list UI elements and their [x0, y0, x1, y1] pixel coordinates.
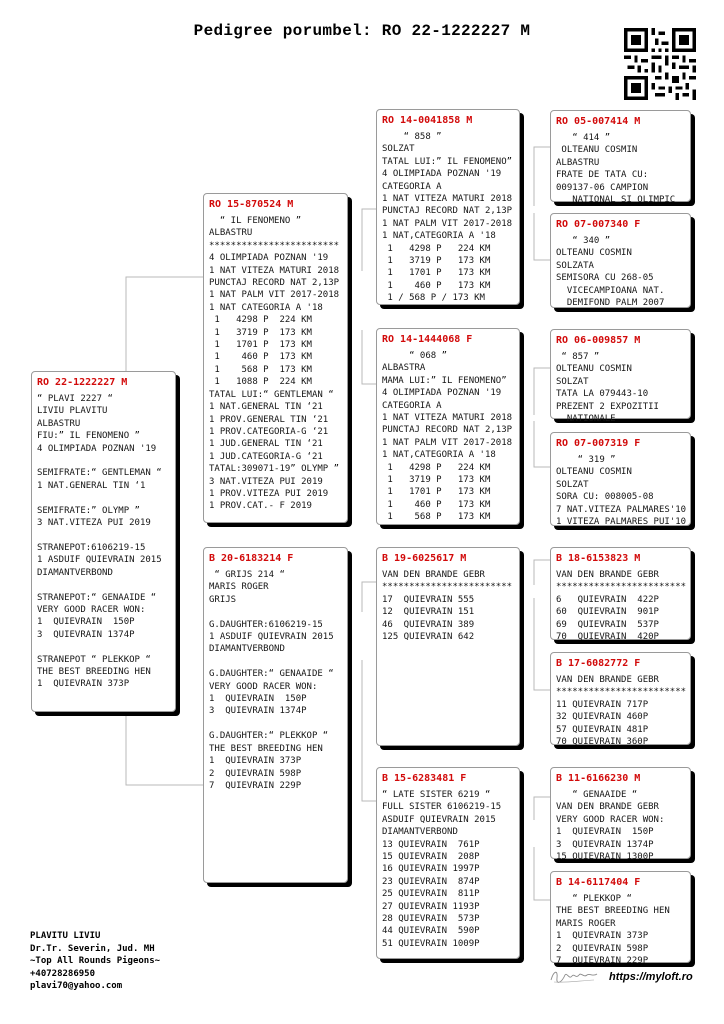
pedigree-card-dam-sire[interactable] — [376, 547, 520, 746]
ring-number: B 11-6166230 M — [556, 773, 641, 784]
pigeon-details: “ 414 ” OLTEANU COSMIN ALBASTRU FRATE DE TATA CU: 009137-06 CAMPION NATIONAL SI OLIMPIC — [556, 133, 676, 206]
ring-number: RO 05-007414 M — [556, 116, 641, 127]
ring-number: RO 06-009857 M — [556, 335, 641, 346]
ring-number: B 14-6117404 F — [556, 877, 641, 888]
ring-number: B 15-6283481 F — [382, 773, 467, 784]
pedigree-card-dam[interactable] — [203, 547, 348, 883]
ring-number: RO 07-007319 F — [556, 438, 641, 449]
pigeon-details: “ 857 ” OLTEANU COSMIN SOLZAT TATA LA 079443-10 PREZENT 2 EXPOZITII NATIONALE — [556, 352, 659, 425]
qr-code-icon — [624, 28, 696, 100]
pedigree-card-sire-sire[interactable] — [376, 109, 520, 305]
pedigree-card-dd-sire[interactable] — [550, 767, 691, 863]
ring-number: B 17-6082772 F — [556, 658, 641, 669]
pedigree-card-sire-dam[interactable] — [376, 328, 520, 525]
pigeon-details: “ PLAVI 2227 “ LIVIU PLAVITU ALBASTRU FIU:” IL FENOMENO ” 4 OLIMPIADA POZNAN '19 SEMIFRATE:“ GENTLEMAN “ 1 NAT.GENERAL TIN ‘1 SEMIFRATE:” OLYMP ” 3 NAT.VITEZA PUI 2019 STRANEPOT:6106219-15 1 ASDUIF QUIEVRAIN 2015 DIAMANTVERBOND STRANEPOT:“ GENAAIDE “ VERY GOOD RACER WON: 1 QUIEVRAIN 150P 3 QUIEVRAIN 1374P STRANEPOT “ PLEKKOP “ THE BEST BREEDING HEN 1 QUIEVRAIN 373P — [37, 394, 162, 690]
ring-number: B 20-6183214 F — [209, 553, 294, 564]
pedigree-card-subject[interactable] — [31, 371, 176, 712]
pigeon-details: “ GENAAIDE “ VAN DEN BRANDE GEBR VERY GOOD RACER WON: 1 QUIEVRAIN 150P 3 QUIEVRAIN 1374P 15 QUIEVRAIN 1300P — [556, 790, 665, 863]
ring-number: RO 07-007340 F — [556, 219, 641, 230]
ring-number: RO 15-870524 M — [209, 199, 294, 210]
breeder-contact: PLAVITU LIVIU Dr.Tr. Severin, Jud. MH ~Top All Rounds Pigeons~ +40728286950 plavi70@yahoo.com — [30, 931, 161, 991]
signature-image — [548, 966, 600, 986]
ring-number: RO 14-0041858 M — [382, 115, 473, 126]
pigeon-details: “ IL FENOMENO ” ALBASTRU ************************ 4 OLIMPIADA POZNAN '19 1 NAT VITEZA MATURI 2018 PUNCTAJ RECORD NAT 2,13P 1 NAT PALM VIT 2017-2018 1 NAT CATEGORIA A '18 1 4298 P 224 KM 1 3719 P 173 KM 1 1701 P 173 KM 1 460 P 173 KM 1 568 P 173 KM 1 1088 P 224 KM TATAL LUI:“ GENTLEMAN “ 1 NAT.GENERAL TIN ‘21 1 PROV.GENERAL TIN ‘21 1 PROV.CATEGORIA-G ‘21 1 JUD.GENERAL TIN ‘21 1 JUD.CATEGORIA-G ‘21 TATAL:309071-19” OLYMP ” 3 NAT.VITEZA PUI 2019 1 PROV.VITEZA PUI 2019 1 PROV.CAT.- F 2019 — [209, 216, 340, 512]
pedigree-card-sire[interactable] — [203, 193, 348, 523]
pedigree-card-ds-sire[interactable] — [550, 547, 691, 643]
pedigree-card-ds-dam[interactable] — [550, 652, 691, 748]
pigeon-details: “ 340 ” OLTEANU COSMIN SOLZATA SEMISORA CU 268-05 VICECAMPIOANA NAT. DEMIFOND PALM 2007 — [556, 236, 665, 309]
pigeon-details: “ GRIJS 214 “ MARIS ROGER GRIJS G.DAUGHTER:6106219-15 1 ASDUIF QUIEVRAIN 2015 DIAMANTVERBOND G.DAUGHTER:“ GENAAIDE “ VERY GOOD RACER WON: 1 QUIEVRAIN 150P 3 QUIEVRAIN 1374P G.DAUGHTER:“ PLEKKOP “ THE BEST BREEDING HEN 1 QUIEVRAIN 373P 2 QUIEVRAIN 598P 7 QUIEVRAIN 229P — [209, 570, 334, 791]
ring-number: RO 22-1222227 M — [37, 377, 128, 388]
ring-number: B 19-6025617 M — [382, 553, 467, 564]
page-title: Pedigree porumbel: RO 22-1222227 M — [193, 22, 531, 40]
pigeon-details: VAN DEN BRANDE GEBR ************************ 6 QUIEVRAIN 422P 60 QUIEVRAIN 901P 69 QUIEVRAIN 537P 70 QUIEVRAIN 420P — [556, 570, 687, 643]
pigeon-details: “ 858 ” SOLZAT TATAL LUI:” IL FENOMENO” 4 OLIMPIADA POZNAN '19 CATEGORIA A 1 NAT VITEZA MATURI 2018 PUNCTAJ RECORD NAT 2,13P 1 NAT PALM VIT 2017-2018 1 NAT,CATEGORIA A '18 1 4298 P 224 KM 1 3719 P 173 KM 1 1701 P 173 KM 1 460 P 173 KM 1 / 568 P / 173 KM — [382, 132, 513, 304]
ring-number: B 18-6153823 M — [556, 553, 641, 564]
pedigree-card-dd-dam[interactable] — [550, 871, 691, 967]
pigeon-details: “ 068 ” ALBASTRA MAMA LUI:” IL FENOMENO” 4 OLIMPIADA POZNAN '19 CATEGORIA A 1 NAT VITEZA MATURI 2018 PUNCTAJ RECORD NAT 2,13P 1 NAT PALM VIT 2017-2018 1 NAT,CATEGORIA A '18 1 4298 P 224 KM 1 3719 P 173 KM 1 1701 P 173 KM 1 460 P 173 KM 1 568 P 173 KM — [382, 351, 513, 523]
pigeon-details: VAN DEN BRANDE GEBR ************************ 11 QUIEVRAIN 717P 32 QUIEVRAIN 460P 57 QUIEVRAIN 481P 70 QUIEVRAIN 360P — [556, 675, 687, 748]
pigeon-details: VAN DEN BRANDE GEBR ************************ 17 QUIEVRAIN 555 12 QUIEVRAIN 151 46 QUIEVRAIN 389 125 QUIEVRAIN 642 — [382, 570, 513, 643]
pedigree-card-ss-sire[interactable] — [550, 110, 691, 206]
pigeon-details: “ 319 ” OLTEANU COSMIN SOLZAT SORA CU: 008005-08 7 NAT.VITEZA PALMARES'10 1 VITEZA PALMARES PUI'10 — [556, 455, 687, 528]
ring-number: RO 14-1444068 F — [382, 334, 473, 345]
website-link[interactable]: https://myloft.ro — [609, 971, 693, 983]
pigeon-details: “ LATE SISTER 6219 “ FULL SISTER 6106219-15 ASDUIF QUIEVRAIN 2015 DIAMANTVERBOND 13 QUIEVRAIN 761P 15 QUIEVRAIN 208P 16 QUIEVRAIN 1997P 23 QUIEVRAIN 874P 25 QUIEVRAIN 811P 27 QUIEVRAIN 1193P 28 QUIEVRAIN 573P 44 QUIEVRAIN 590P 51 QUIEVRAIN 1009P — [382, 790, 502, 949]
pedigree-card-sd-sire[interactable] — [550, 329, 691, 425]
pedigree-card-dam-dam[interactable] — [376, 767, 520, 959]
pedigree-card-sd-dam[interactable] — [550, 432, 691, 526]
pedigree-card-ss-dam[interactable] — [550, 213, 691, 308]
pigeon-details: “ PLEKKOP “ THE BEST BREEDING HEN MARIS ROGER 1 QUIEVRAIN 373P 2 QUIEVRAIN 598P 7 QUIEVRAIN 229P — [556, 894, 670, 967]
